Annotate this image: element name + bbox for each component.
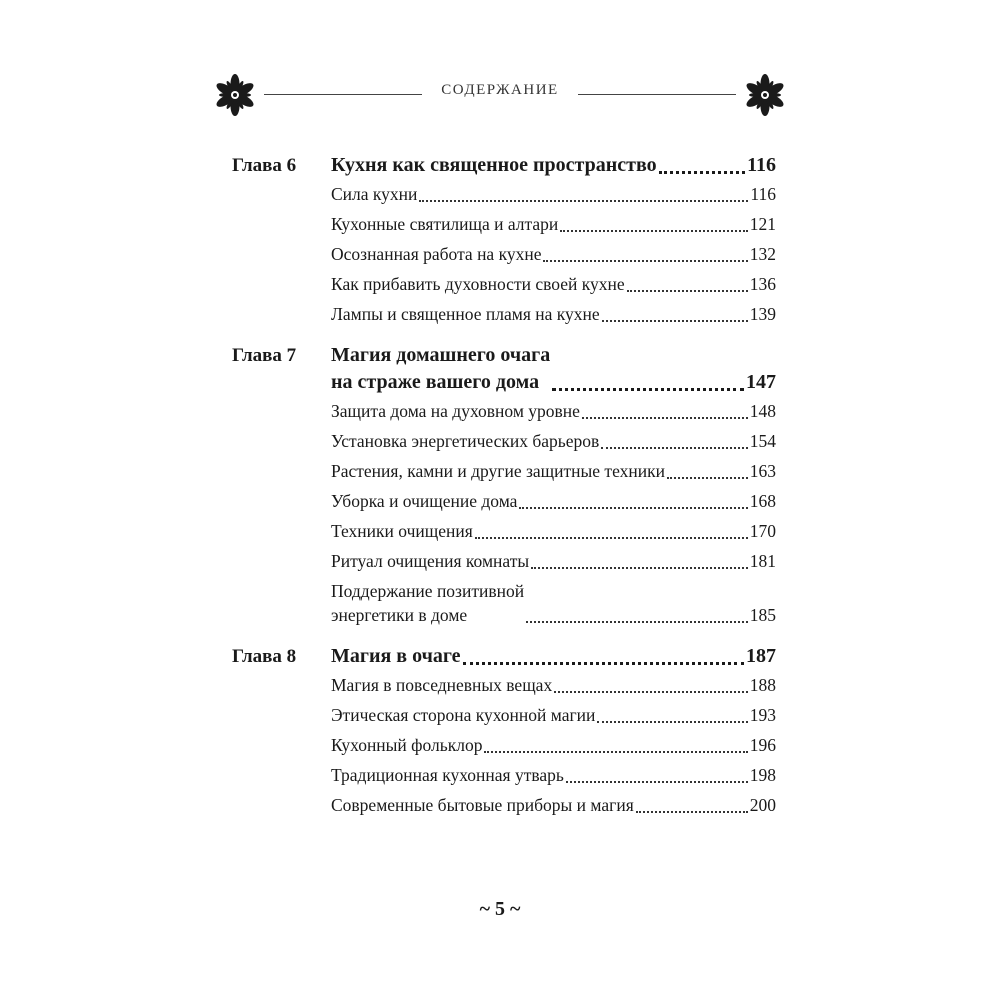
leader-dots	[419, 199, 748, 202]
leader-dots	[597, 720, 747, 723]
page-number-footer: ~ 5 ~	[479, 898, 521, 920]
page-number: 185	[749, 605, 776, 625]
section-title: Этическая сторона кухонной магии	[331, 705, 596, 725]
toc-entry[interactable]	[331, 763, 776, 787]
toc-entry[interactable]	[331, 673, 776, 697]
leader-dots	[526, 620, 748, 623]
chapter-title-entry[interactable]	[331, 152, 776, 179]
page-number: 148	[749, 401, 776, 421]
header-rule-right	[578, 94, 736, 95]
table-of-contents	[232, 152, 776, 823]
chapter-label: Глава 6	[232, 155, 297, 176]
leader-dots	[636, 810, 748, 813]
star-anise-flower-icon	[744, 74, 786, 116]
section-title: Уборка и очищение дома	[331, 491, 518, 511]
section-title: Осознанная работа на кухне	[331, 244, 542, 264]
leader-dots	[566, 780, 748, 783]
page-number: 121	[749, 214, 776, 234]
chapter-title: Кухня как священное пространство	[331, 154, 657, 176]
section-title-line2: энергетики в доме	[331, 605, 468, 625]
page-header	[214, 74, 786, 120]
toc-entry[interactable]	[331, 733, 776, 757]
toc-entry[interactable]	[331, 242, 776, 266]
chapter-label: Глава 7	[232, 345, 297, 366]
page-number: 136	[749, 274, 776, 294]
page-number: 116	[750, 184, 776, 204]
leader-dots	[659, 170, 745, 174]
chapter-6	[232, 152, 776, 326]
section-title: Установка энергетических барьеров	[331, 431, 600, 451]
leader-dots	[463, 661, 744, 665]
section-title: Кухонные святилища и алтари	[331, 214, 559, 234]
toc-entry[interactable]	[331, 703, 776, 727]
section-title: Лампы и священное пламя на кухне	[331, 304, 600, 324]
leader-dots	[582, 416, 748, 419]
chapter-title-line2: на страже вашего дома	[331, 371, 540, 393]
page-number: 198	[749, 765, 776, 785]
leader-dots	[667, 476, 748, 479]
chapter-title-line1: Магия домашнего очага	[331, 344, 551, 366]
leader-dots	[601, 446, 747, 449]
chapter-label: Глава 8	[232, 646, 297, 667]
page-number: 132	[749, 244, 776, 264]
leader-dots	[554, 690, 748, 693]
chapter-title-entry[interactable]	[331, 342, 776, 396]
leader-dots	[560, 229, 747, 232]
section-title: Как прибавить духовности своей кухне	[331, 274, 625, 294]
leader-dots	[531, 566, 748, 569]
toc-entry[interactable]	[331, 549, 776, 573]
toc-entry[interactable]	[331, 182, 776, 206]
leader-dots	[543, 259, 747, 262]
leader-dots	[627, 289, 748, 292]
section-title: Магия в повседневных вещах	[331, 675, 553, 695]
section-title: Техники очищения	[331, 521, 473, 541]
toc-entry[interactable]	[331, 212, 776, 236]
page-number: 187	[746, 645, 776, 667]
section-title: Защита дома на духовном уровне	[331, 401, 580, 421]
leader-dots	[475, 536, 748, 539]
chapter-title-entry[interactable]	[331, 643, 776, 670]
section-title: Традиционная кухонная утварь	[331, 765, 564, 785]
toc-entry[interactable]	[331, 272, 776, 296]
section-title-line1: Поддержание позитивной	[331, 581, 525, 601]
toc-entry[interactable]	[331, 302, 776, 326]
chapter-7	[232, 342, 776, 627]
chapter-8	[232, 643, 776, 817]
page-number: 170	[749, 521, 776, 541]
page-number: 193	[749, 705, 776, 725]
section-title: Кухонный фольклор	[331, 735, 483, 755]
toc-entry[interactable]	[331, 519, 776, 543]
page-number: 163	[749, 461, 776, 481]
page-number: 139	[749, 304, 776, 324]
leader-dots	[552, 387, 744, 391]
leader-dots	[602, 319, 748, 322]
toc-entry[interactable]	[331, 459, 776, 483]
page-number: 188	[749, 675, 776, 695]
toc-entry[interactable]	[331, 429, 776, 453]
page-number: 181	[749, 551, 776, 571]
section-title: Современные бытовые приборы и магия	[331, 795, 634, 815]
page-number: 147	[746, 371, 776, 393]
section-title: Растения, камни и другие защитные техники	[331, 461, 665, 481]
page-number: 200	[749, 795, 776, 815]
toc-entry[interactable]	[331, 579, 776, 627]
toc-entry[interactable]	[331, 793, 776, 817]
leader-dots	[519, 506, 747, 509]
page-number: 196	[749, 735, 776, 755]
toc-entry[interactable]	[331, 489, 776, 513]
page-title: СОДЕРЖАНИЕ	[441, 82, 559, 98]
toc-entry[interactable]	[331, 399, 776, 423]
page-number: 168	[749, 491, 776, 511]
chapter-title: Магия в очаге	[331, 645, 461, 667]
leader-dots	[484, 750, 747, 753]
page-number: 116	[747, 154, 776, 176]
page-number: 154	[749, 431, 776, 451]
section-title: Сила кухни	[331, 184, 418, 204]
section-title: Ритуал очищения комнаты	[331, 551, 530, 571]
